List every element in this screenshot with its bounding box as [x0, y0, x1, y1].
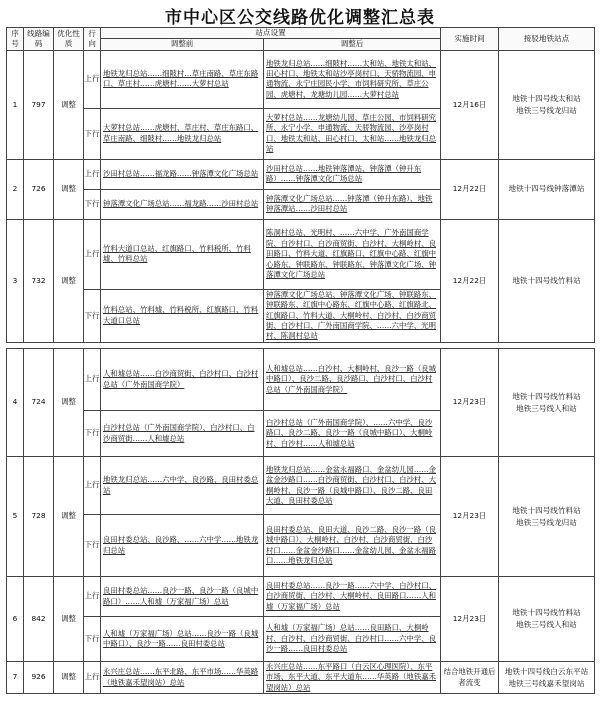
- header-nature: 优化性质: [54, 28, 84, 51]
- page-title: 市中心区公交线路优化调整汇总表: [165, 8, 435, 28]
- direction-cell: 上行: [84, 577, 101, 617]
- route-after-cell: 钟落潭文化广场总站……钟落潭（钟升东路）、地铁钟落潭站……沙田村总站: [264, 189, 441, 219]
- date-cell: 12月16日: [441, 50, 499, 159]
- header-line-no: 线路编码: [24, 28, 54, 51]
- direction-cell: 下行: [84, 411, 101, 457]
- connect-station: 地铁十四号线竹料站: [512, 391, 581, 401]
- route-before-cell: 良田村委总站、良沙路、……六中学……地铁龙归总站: [101, 515, 264, 577]
- connect-station: 地铁三号线嘉禾望岗站: [508, 678, 585, 688]
- seq-cell: 5: [7, 457, 24, 577]
- direction-cell: 下行: [84, 108, 101, 159]
- direction-cell: 上行: [84, 159, 101, 189]
- seq-cell: 2: [7, 159, 24, 219]
- nature-cell: 调整: [54, 50, 84, 159]
- nature-cell: 调整: [54, 159, 84, 219]
- table-row: [7, 577, 595, 617]
- table-row: [7, 349, 595, 411]
- nature-cell: 调整: [54, 577, 84, 662]
- route-after-cell: 良田村委总站……良沙一路……六中学、白沙村口、白沙商贸街、白沙村、大桐岭村、良田路口……人和墟（万家福广场）总站: [264, 577, 441, 617]
- direction-cell: 下行: [84, 289, 101, 342]
- line-code-cell: 726: [24, 159, 54, 219]
- header-connect: 接驳地铁站点: [499, 28, 595, 51]
- direction-cell: 上行: [84, 349, 101, 411]
- connect-station: 地铁十四号线竹料站: [512, 505, 581, 515]
- table-row: [7, 219, 595, 289]
- header-seq: 序号: [7, 28, 24, 51]
- route-before-cell: 地铁龙归总站……六中学、良沙路、良田村委总站: [101, 457, 264, 515]
- route-after-cell: 人和墟总站……白沙村、大桐岭村、良沙一路（良城中路口）、良沙二路、良沙路口、白沙村口、白沙村总站（广外南国商学院）: [264, 349, 441, 411]
- direction-cell: 上行: [84, 50, 101, 108]
- line-code-cell: 842: [24, 577, 54, 662]
- route-after-cell: 永兴庄总站……东平路口（白云区心理医院）、东平市场、东平大道、东平大道东……华英路（地铁嘉禾望岗站）总站: [264, 662, 441, 694]
- nature-cell: 调整: [54, 457, 84, 577]
- date-cell: 12月23日: [441, 349, 499, 457]
- connect-station: 地铁十四号线钟落潭站: [508, 184, 585, 194]
- route-after-cell: 陈洞村总站、光明村、……六中学、广外南国商学院、白沙村口、白沙商贸街、白沙村、大桐岭村、良田路口、竹料大道、红旗路口、红旗中心路、红旗中心路东、钟联路东、钟联路东、钟落潭文化广场、钟落潭文化广场总站: [264, 219, 441, 289]
- route-before-cell: 永兴庄总站……东平北路、东平市场……华英路（地铁嘉禾望岗站）总站: [101, 662, 264, 694]
- line-code-cell: 926: [24, 662, 54, 694]
- seq-cell: 4: [7, 349, 24, 457]
- connect-cell: [499, 219, 595, 342]
- route-before-cell: 人和墟总站……白沙商贸街、白沙村口、白沙村总站（广外南国商学院）: [101, 349, 264, 411]
- route-before-cell: 竹料总站、竹料墟、竹料税所、红旗路口、竹料大道口总站: [101, 289, 264, 342]
- nature-cell: 调整: [54, 219, 84, 342]
- route-after-cell: 大萝村总站……龙塘幼儿园、草庄公园、市饲料研究所、永宁小学、申通物流、天骄物流园、沙亭岗村口、地铁太和站、田心村口、太和站……地铁龙归总站: [264, 108, 441, 159]
- connect-cell: [499, 577, 595, 662]
- header-before: 调整前: [101, 39, 264, 50]
- connect-station: 地铁十四号线竹料站: [512, 608, 581, 617]
- header-after: 调整后: [264, 39, 441, 50]
- seq-cell: 6: [7, 577, 24, 662]
- connect-station: 地铁十四号线竹料站: [512, 275, 581, 285]
- connect-station: 地铁三号线人和站: [516, 403, 577, 413]
- adjustment-table-part-2: [6, 348, 595, 694]
- date-cell: 12月23日: [441, 457, 499, 577]
- route-after-cell: 地铁龙归总站……细陂村……太和站、地铁太和站、田心村口、地铁太和站沙亭岗村口、天骄物流园、申通物流、永宁庄园民小学、市饲料研究所、草庄公园、虎塘村、龙塘幼儿园……大萝村总站: [264, 50, 441, 108]
- route-before-cell: 钟落潭文化广场总站……福龙路……沙田村总站: [101, 189, 264, 219]
- nature-cell: 调整: [54, 662, 84, 694]
- route-after-cell: 钟落潭文化广场总站、钟落潭文化广场、钟联路东、钟联路东、红旗中心路东、红旗中心路、红旗路北、红旗路口、竹料大道、大桐岭村、白沙村、白沙商贸街、白沙村口、广外南国商学院、……六中学、光明村、陈洞村总站: [264, 289, 441, 342]
- direction-cell: 下行: [84, 189, 101, 219]
- date-cell: 12月22日: [441, 219, 499, 342]
- table-row: [7, 662, 595, 694]
- direction-cell: 上行: [84, 662, 101, 694]
- direction-cell: 下行: [84, 617, 101, 662]
- header-date: 实施时间: [441, 28, 499, 51]
- connect-station: 地铁十四号线太和站: [512, 93, 581, 103]
- date-cell: 12月23日: [441, 577, 499, 662]
- header-direction: 行向: [84, 28, 101, 51]
- line-code-cell: 724: [24, 349, 54, 457]
- connect-station: 地铁三号线龙归站: [516, 517, 577, 527]
- connect-station: 地铁十四号线白云东平站: [504, 666, 589, 676]
- route-after-cell: 人和墟（万家福广场）总站……良田路口、大桐岭村、白沙村、白沙商贸街、白沙村口……六中学、良沙一路……良田村委总站: [264, 617, 441, 662]
- route-before-cell: 良田村委总站……良沙一路、良沙一路（良城中路口）……人和墟（万家福广场）总站: [101, 577, 264, 617]
- seq-cell: 1: [7, 50, 24, 159]
- date-cell: 结合地铁开通后者流变: [441, 662, 499, 694]
- route-after-cell: 良田村委总站、良田大道、良沙二路、良沙一路（良城中路口）、大桐岭村、白沙村、白沙商贸街、白沙村口……金盆金沙路口……金盆幼儿园、金盆永福路口……地铁龙归总站: [264, 515, 441, 577]
- connect-cell: [499, 50, 595, 159]
- table-row: [7, 50, 595, 108]
- route-after-cell: 白沙村总站（广外南国商学院）、……六中学、良沙路口、良沙二路、良沙一路（良城中路口）、大桐岭村、白沙村……人和墟总站: [264, 411, 441, 457]
- route-before-cell: 地铁龙归总站……细陂村…草庄南路、草庄东路口、草庄村……虎塘村……大萝村总站: [101, 50, 264, 108]
- route-before-cell: 竹料大道口总站、红旗路口、竹料税所、竹料墟、竹料总站: [101, 219, 264, 289]
- connect-station: 地铁三号线人和站: [516, 620, 577, 629]
- nature-cell: 调整: [54, 349, 84, 457]
- route-after-cell: 沙田村总站……地铁钟落潭站、钟落潭（钟升东路）……钟落潭文化广场总站: [264, 159, 441, 189]
- date-cell: 12月22日: [441, 159, 499, 219]
- line-code-cell: 728: [24, 457, 54, 577]
- route-before-cell: 大萝村总站……虎塘村、草庄村、草庄东路口、草庄南路、细陂村……地铁龙归总站: [101, 108, 264, 159]
- connect-cell: [499, 159, 595, 219]
- route-before-cell: 沙田村总站……福龙路……钟落潭文化广场总站: [101, 159, 264, 189]
- line-code-cell: 797: [24, 50, 54, 159]
- route-before-cell: 白沙村总站（广外南国商学院）、白沙村口、白沙商贸街……人和墟总站: [101, 411, 264, 457]
- direction-cell: 上行: [84, 457, 101, 515]
- line-code-cell: 732: [24, 219, 54, 342]
- connect-cell: [499, 457, 595, 577]
- connect-station: 地铁三号线龙归站: [516, 105, 577, 115]
- adjustment-table-part-1: [6, 27, 595, 343]
- table-row: [7, 457, 595, 515]
- connect-cell: [499, 662, 595, 694]
- direction-cell: 下行: [84, 515, 101, 577]
- table-row: [7, 159, 595, 189]
- header-stops: 站点设置: [101, 28, 441, 39]
- seq-cell: 3: [7, 219, 24, 342]
- connect-cell: [499, 349, 595, 457]
- route-before-cell: 人和墟（万家福广场）总站……良沙一路（良城中路口）、良沙一路……良田村委总站: [101, 617, 264, 662]
- seq-cell: 7: [7, 662, 24, 694]
- route-after-cell: 地铁龙归总站……金盆永福路口、金盆幼儿园……金盆金沙路口……白沙商贸街、白沙村口、白沙村、大桐岭村、良沙一路（良城中路口）、良沙二路、良田大道、良田村委总站: [264, 457, 441, 515]
- direction-cell: 上行: [84, 219, 101, 289]
